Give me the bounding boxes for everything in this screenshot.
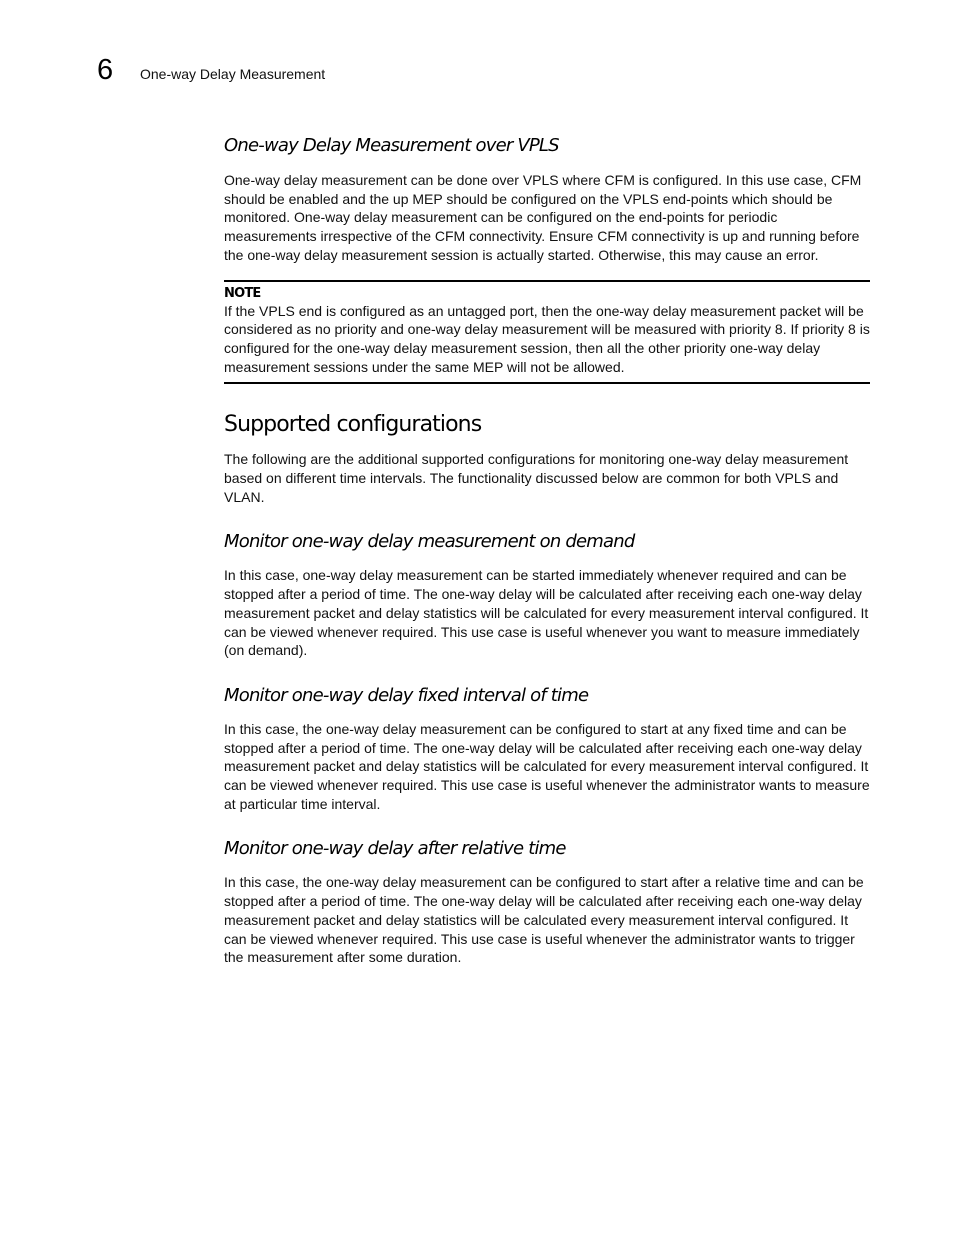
section-body-supported-configurations: The following are the additional supported configurations for monitoring one-way delay measurement based on different time intervals. The functionality discussed below are common for both VPLS and VLAN.	[224, 451, 849, 505]
note-box	[224, 280, 870, 385]
section-heading-on-demand: Monitor one-way delay measurement on demand	[224, 531, 635, 553]
note-body: If the VPLS end is configured as an untagged port, then the one-way delay measurement packet will be considered as no priority and one-way delay measurement will be measured with priority 8. If priority 8 is configured for the one-way delay measurement session, then all the other priority one-way delay measurement sessions under the same MEP will not be allowed.	[224, 302, 870, 375]
section-body-fixed-interval: In this case, the one-way delay measurement can be configured to start at any fixed time and can be stopped after a period of time. The one-way delay will be calculated after receiving each one-way delay measurement packet and delay statistics will be calculated for every measurement interval configured. It can be viewed whenever required. This use case is useful whenever the administrator wants to measure at particular time interval.	[224, 720, 870, 812]
section-body-vpls: One-way delay measurement can be done over VPLS where CFM is configured. In this use case, CFM should be enabled and the up MEP should be configured on the VPLS end-points which should be monitored. One-way delay measurement can be configured on the end-points for periodic measurements irrespective of the CFM connectivity. Ensure CFM connectivity is up and running before the one-way delay measurement session is actually started. Otherwise, this may cause an error.	[224, 172, 862, 263]
section-heading-relative-time: Monitor one-way delay after relative time	[224, 838, 566, 860]
section-heading-fixed-interval: Monitor one-way delay fixed interval of time	[224, 684, 589, 706]
section-body-relative-time: In this case, the one-way delay measurement can be configured to start after a relative time and can be stopped after a period of time. The one-way delay will be calculated after receiving each one-way delay measurement packet and delay statistics will be calculated every measurement interval configured. It can be viewed whenever required. This use case is useful whenever the administrator wants to trigger the measurement after some duration.	[224, 874, 864, 966]
running-header-title: One-way Delay Measurement	[140, 66, 326, 82]
section-heading-supported-configurations: Supported configurations	[224, 412, 482, 438]
page-content	[224, 132, 870, 967]
note-label: NOTE	[224, 285, 261, 301]
chapter-number: 6	[97, 54, 114, 86]
section-body-on-demand: In this case, one-way delay measurement can be started immediately whenever required and can be stopped after a period of time. The one-way delay will be calculated after receiving each one-way delay measurement packet and delay statistics will be calculated for every measurement interval configured. It can be viewed whenever required. This use case is useful whenever you want to measure immediately (on demand).	[224, 567, 869, 659]
section-heading-vpls: One-way Delay Measurement over VPLS	[224, 135, 559, 156]
